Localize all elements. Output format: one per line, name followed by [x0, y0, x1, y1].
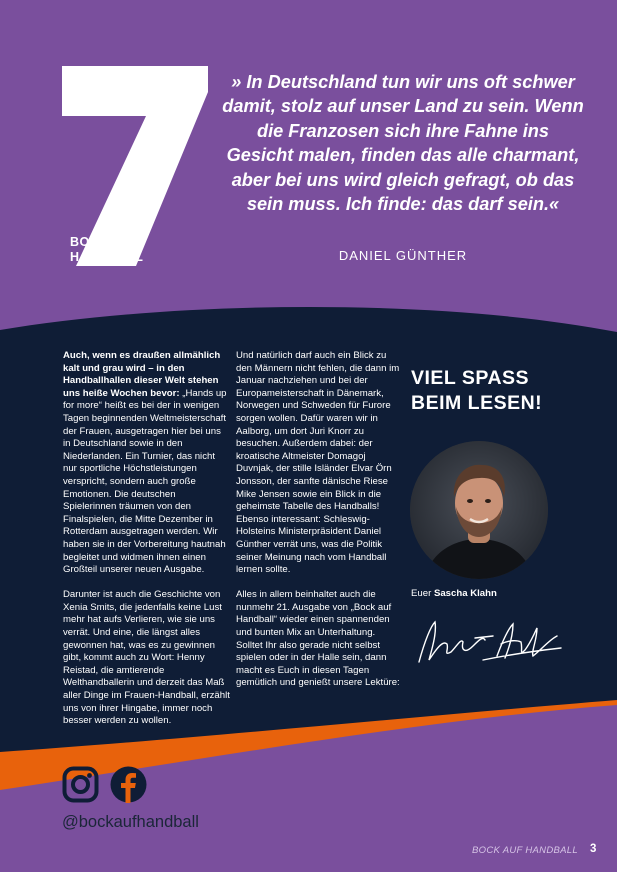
- editor-name: Sascha Klahn: [433, 588, 497, 599]
- logo-wordmark: [70, 235, 143, 265]
- text-column-2: [236, 350, 403, 703]
- footer-label: BOCK AUF HANDBALL: [472, 845, 578, 856]
- greeting: [411, 588, 497, 599]
- portrait-illustration: [410, 441, 548, 579]
- text-column-1: [63, 350, 230, 740]
- paragraph: Darunter ist auch die Geschichte von Xenia Smits, die jedenfalls keine Lust mehr hat aufs Verlieren, wie sie uns verrät. Und eine, die längst alles gewonnen hat, was es zu gewinnen gibt, kommt auch zu Wort: Henny Reistad, die amtierende Welthandballerin und derzeit das Maß aller Dinge im Frauen-Handball, erzählt uns von ihrer Hingabe, immer noch besser werden zu wollen.: [63, 589, 230, 727]
- headline-line-1: VIEL SPASS: [411, 367, 530, 389]
- social-handle[interactable]: @bockaufhandball: [62, 813, 199, 831]
- page-number: 3: [590, 843, 597, 855]
- instagram-icon[interactable]: [62, 766, 99, 803]
- closing-headline: [411, 366, 591, 415]
- greeting-prefix: Euer: [411, 588, 434, 599]
- paragraph: Alles in allem beinhaltet auch die nunmehr 21. Ausgabe von „Bock auf Handball“ wieder einen spannenden und bunten Mix an Unterhaltung. Solltet Ihr also gerade nicht selbst spielen oder in der Halle sein, dann macht es Euch in diesen Tagen gemütlich und genießt unsere Lektüre:: [236, 589, 400, 689]
- editor-portrait: [410, 441, 548, 579]
- logo-line-2: HANDBALL: [70, 250, 144, 264]
- facebook-icon[interactable]: [110, 766, 147, 803]
- social-icons: [62, 766, 147, 803]
- signature-icon: [413, 600, 563, 680]
- logo-line-1: BOCK AUF: [70, 235, 140, 249]
- lead-text: Auch, wenn es draußen allmählich kalt und grau wird – in den Handballhallen dieser Welt stehen uns heiße Wochen bevor:: [63, 350, 221, 399]
- paragraph: [63, 350, 230, 577]
- paragraph: Und natürlich darf auch ein Blick zu den Männern nicht fehlen, die dann im Januar nachziehen und bei der Europameisterschaft in Dänemark, Norwegen und Schweden für Furore sorgen wollen. Dafür waren wir in Aalborg, um dort Juri Knorr zu besuchen. Außerdem dabei: der kroatische Altmeister Domagoj Duvnjak, der stille Isländer Elvar Örn Jonsson, der sanfte dänische Riese Mike Jensen sowie ein Blick in die geheimste Tabelle des Handballs! Ebenso interessant: Schleswig-Holsteins Ministerpräsident Daniel Günther verrät uns, was die Politik seiner Meinung nach vom Handball lernen sollte.: [236, 350, 400, 576]
- paragraph-text: „Hands up for more“ heißt es bei der in wenigen Tagen beginnenden Weltmeisterschaft der Frauen, ausgetragen hier bei uns in Deutschland sowie in den Niederlanden. Ein Turnier, das nicht nur sportliche Höchstleistungen verspricht, sondern auch große Emotionen. Die deutschen Spielerinnen träumen von den Finalspielen, die Mitte Dezember in Rotterdam ausgetragen werden. Wir haben sie in der Vorbereitung hautnah begleitet und widmen ihnen einen Großteil unserer neuen Ausgabe.: [63, 387, 227, 576]
- quote-author: DANIEL GÜNTHER: [338, 248, 468, 263]
- pull-quote: » In Deutschland tun wir uns oft schwer damit, stolz auf unser Land zu sein. Wenn die Franzosen sich ihre Fahne ins Gesicht malen, finden das alle charmant, aber bei uns wird gleich gefragt, ob das sein muss. Ich finde: das darf sein.«: [222, 72, 584, 215]
- headline-line-2: BEIM LESEN!: [411, 391, 543, 414]
